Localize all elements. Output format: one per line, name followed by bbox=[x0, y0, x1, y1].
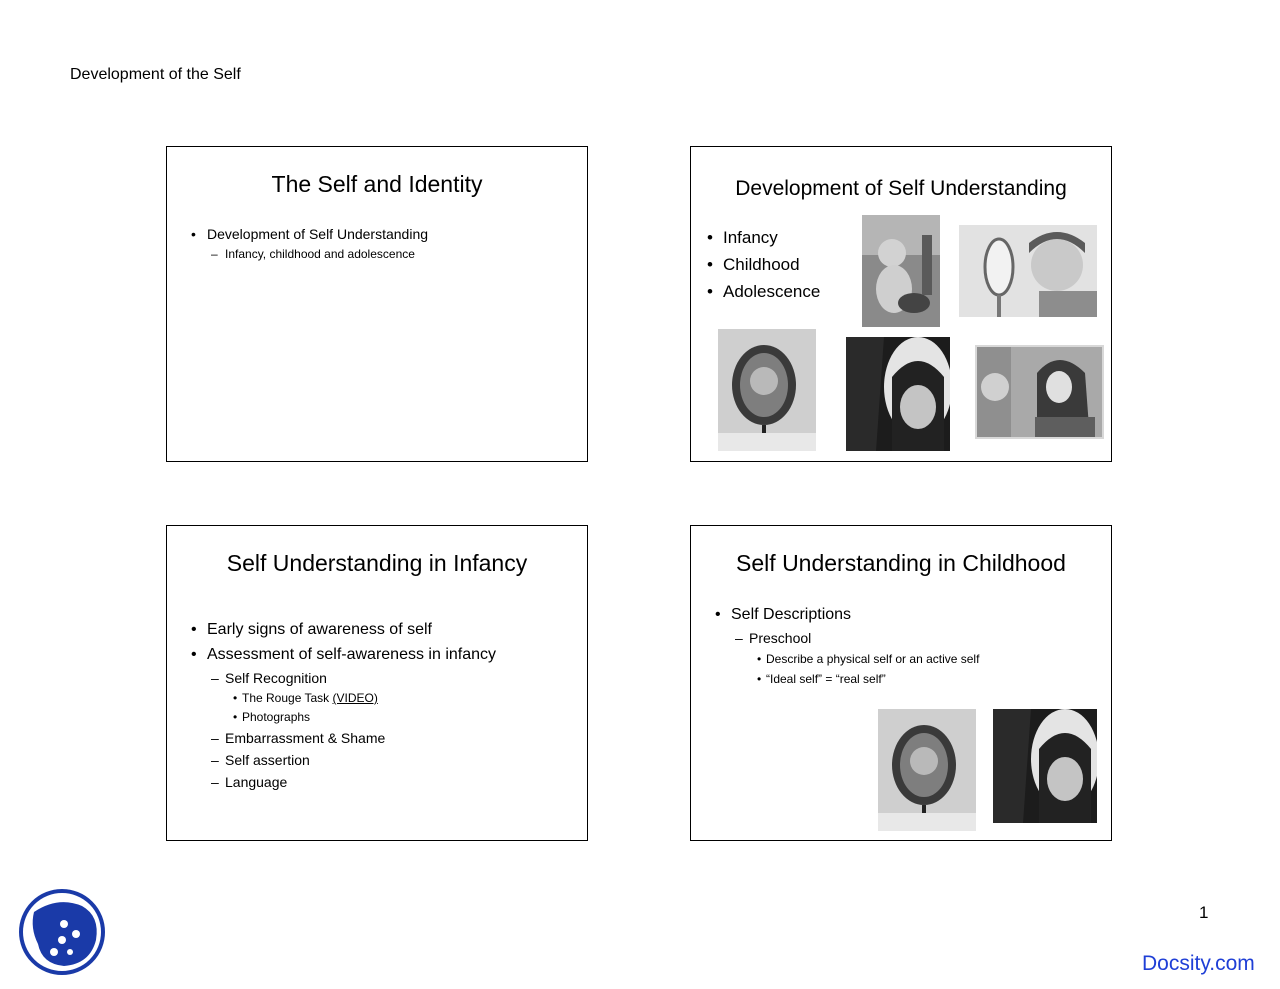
sub-bullet-item: – Self Recognition bbox=[211, 667, 577, 689]
slide-self-understanding-infancy bbox=[166, 525, 588, 841]
slide-title: Self Understanding in Childhood bbox=[736, 550, 1066, 576]
slide-self-and-identity bbox=[166, 146, 588, 462]
rouge-task-text: The Rouge Task bbox=[242, 691, 330, 705]
girl-mirror-photo bbox=[878, 709, 976, 831]
docsity-logo-icon bbox=[18, 888, 106, 976]
sub-bullet-item: – Infancy, childhood and adolescence bbox=[211, 244, 577, 264]
docsity-watermark[interactable]: Docsity.com bbox=[1142, 952, 1255, 975]
boy-mirror-photo bbox=[959, 225, 1097, 317]
girl-oval-mirror-photo bbox=[846, 337, 950, 451]
bullet-item: • Early signs of awareness of self bbox=[191, 617, 577, 642]
page-number: 1 bbox=[1199, 903, 1209, 922]
document-header: Development of the Self bbox=[70, 66, 241, 83]
sub-bullet-item: – Self assertion bbox=[211, 749, 577, 771]
girl-oval-mirror-photo bbox=[993, 709, 1097, 823]
sub-sub-bullet-item: • “Ideal self” = “real self” bbox=[757, 669, 1101, 689]
sub-bullet-item: – Language bbox=[211, 771, 577, 793]
bullet-item: • Self Descriptions bbox=[715, 602, 1101, 627]
slide-title: The Self and Identity bbox=[271, 171, 483, 197]
bullet-item: • Assessment of self-awareness in infancy bbox=[191, 642, 577, 667]
slide-title: Self Understanding in Infancy bbox=[226, 550, 528, 576]
girl-lipstick-photo bbox=[975, 345, 1104, 439]
bullet-item: • Childhood bbox=[707, 251, 820, 278]
baby-photo bbox=[862, 215, 940, 327]
video-link[interactable]: (VIDEO) bbox=[332, 691, 378, 705]
bullet-item: • Development of Self Understanding bbox=[191, 224, 577, 244]
sub-sub-bullet-item: • Describe a physical self or an active self bbox=[757, 649, 1101, 669]
sub-bullet-item: – Embarrassment & Shame bbox=[211, 727, 577, 749]
sub-bullet-item: – Preschool bbox=[735, 627, 1101, 649]
slide-self-understanding-childhood bbox=[690, 525, 1112, 841]
slide-title: Development of Self Understanding bbox=[735, 177, 1067, 200]
sub-sub-bullet-item bbox=[233, 689, 577, 708]
bullet-item: • Infancy bbox=[707, 224, 820, 251]
slide-development-of-self-understanding bbox=[690, 146, 1112, 462]
girl-mirror-photo bbox=[718, 329, 816, 451]
bullet-item: • Adolescence bbox=[707, 278, 820, 305]
sub-sub-bullet-item: • Photographs bbox=[233, 708, 577, 727]
